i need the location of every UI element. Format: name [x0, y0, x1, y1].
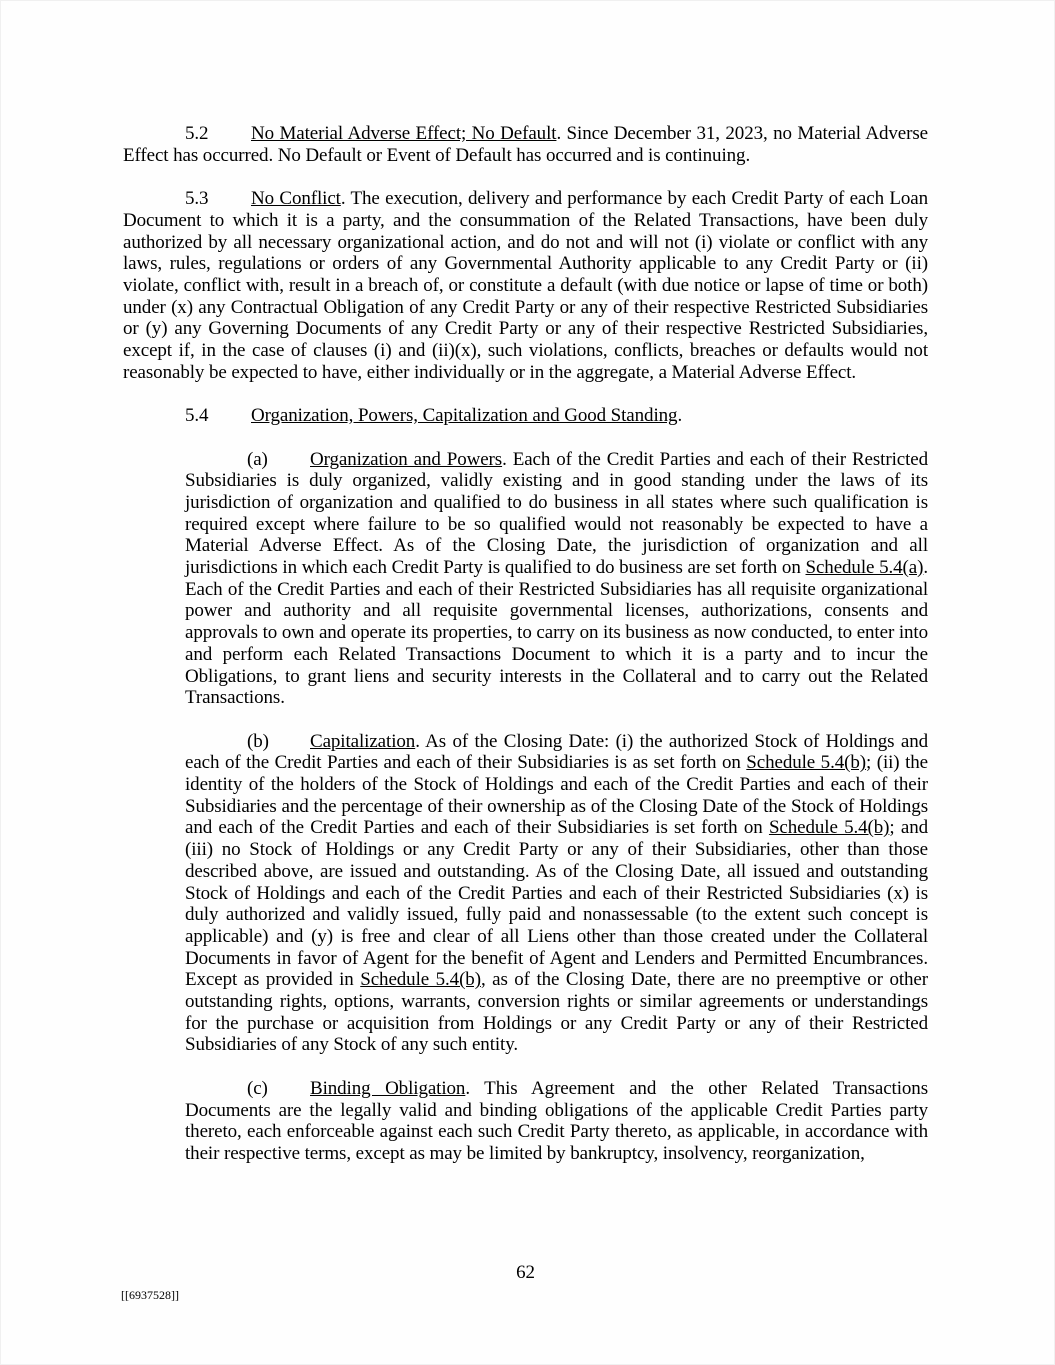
paragraph-label: 5.4	[185, 405, 209, 427]
underlined-heading-text: Organization and Powers	[310, 448, 503, 470]
underlined-heading-text: No Conflict	[251, 188, 341, 210]
text-run: . Each of the Credit Parties and each of their Restricted Subsidiaries is duly organized, validly existing and in good standing under the laws of its jurisdiction of organization and qualified to do business in all states where such qualification is required except where failure to be so qualified would not reasonably be expected to have a Material Adverse Effect. As of the Closing Date, the jurisdiction of organization and all jurisdictions in which each Credit Party is qualified to do business are set forth on	[185, 448, 929, 579]
paragraph-52	[123, 123, 928, 166]
document-id-stamp: [[6937528]]	[121, 1288, 179, 1302]
paragraph-a	[185, 449, 928, 709]
paragraph-label: (a)	[247, 448, 268, 470]
text-run: .	[677, 405, 683, 427]
text-run: . This Agreement and the other Related Transactions Documents are the legally valid and binding obligations of the applicable Credit Parties party thereto, each enforceable against each such Credit Party thereto, as applicable, in accordance with their respective terms, except as may be limited by bankruptcy, insolvency, reorganization,	[185, 1077, 928, 1164]
text-run: ; (ii) the identity of the holders of the Stock of Holdings and each of the Credit Parties and each of their Subsidiaries and the percentage of their ownership as of the Closing Date of the Stock of Holdings and each of the Credit Parties and each of their Subsidiaries is set forth on	[185, 752, 928, 839]
underlined-heading-text: Capitalization	[310, 730, 416, 752]
text-run: , as of the Closing Date, there are no preemptive or other outstanding rights, options, warrants, conversion rights or similar agreements or understandings for the purchase or acquisition from Holdings or any Credit Party or any of their Restricted Subsidiaries of any Stock of any such entity.	[185, 969, 928, 1056]
paragraph-54	[123, 405, 928, 427]
text-run: . The execution, delivery and performance by each Credit Party of each Loan Document to which it is a party, and the consummation of the Related Transactions, have been duly authorized by all necessary organizational action, and do not and will not (i) violate or conflict with any laws, rules, regulations or orders of any Governmental Authority applicable to any Credit Party or (ii) violate, conflict with, result in a breach of, or constitute a default (with due notice or lapse of time or both) under (x) any Contractual Obligation of any Credit Party or any of their respective Restricted Subsidiaries or (y) any Governing Documents of any Credit Party or any of their respective Restricted Subsidiaries, except if, in the case of clauses (i) and (ii)(x), such violations, conflicts, breaches or defaults would not reasonably be expected to have, either individually or in the aggregate, a Material Adverse Effect.	[123, 188, 928, 383]
underlined-heading-text: Organization, Powers, Capitalization and Good Standing	[251, 405, 678, 427]
underlined-heading-text: Schedule 5.4(a)	[805, 557, 924, 579]
underlined-heading-text: No Material Adverse Effect; No Default	[251, 123, 557, 144]
text-run: . As of the Closing Date: (i) the authorized Stock of Holdings and each of the Credit Parties and each of their Subsidiaries is as set forth on	[185, 730, 928, 774]
underlined-heading-text: Schedule 5.4(b)	[360, 969, 481, 991]
paragraph-c	[185, 1078, 928, 1165]
page-number: 62	[516, 1262, 535, 1283]
document-body	[123, 123, 928, 1186]
text-run: . Since December 31, 2023, no Material Adverse Effect has occurred. No Default or Event of Default has occurred and is continuing.	[123, 123, 928, 166]
underlined-heading-text: Binding Obligation	[310, 1077, 466, 1099]
text-run: ; and (iii) no Stock of Holdings or any Credit Party or any of their Subsidiaries, other than those described above, are issued and outstanding. As of the Closing Date, all issued and outstanding Stock of Holdings and each of the Credit Parties and each of their Restricted Subsidiaries (x) is duly authorized and validly issued, fully paid and nonassessable (to the extent such concept is applicable) and (y) is free and clear of all Liens other than those created under the Collateral Documents in favor of Agent for the benefit of Agent and Lenders and Permitted Encumbrances. Except as provided in	[185, 817, 928, 991]
paragraph-label: (b)	[247, 730, 269, 752]
paragraph-53	[123, 188, 928, 383]
paragraph-label: (c)	[247, 1077, 268, 1099]
paragraph-label: 5.2	[185, 123, 209, 144]
underlined-heading-text: Schedule 5.4(b)	[768, 817, 890, 839]
underlined-heading-text: Schedule 5.4(b)	[746, 752, 866, 774]
text-run: . Each of the Credit Parties and each of their Restricted Subsidiaries has all requisite organizational power and authority and all requisite governmental licenses, authorizations, consents and approvals to own and operate its properties, to carry on its business as now conducted, to enter into and perform each Related Transactions Document to which it is a party and to incur the Obligations, to grant liens and security interests in the Collateral and to carry out the Related Transactions.	[185, 557, 929, 709]
paragraph-label: 5.3	[185, 188, 209, 210]
paragraph-b	[185, 731, 928, 1057]
